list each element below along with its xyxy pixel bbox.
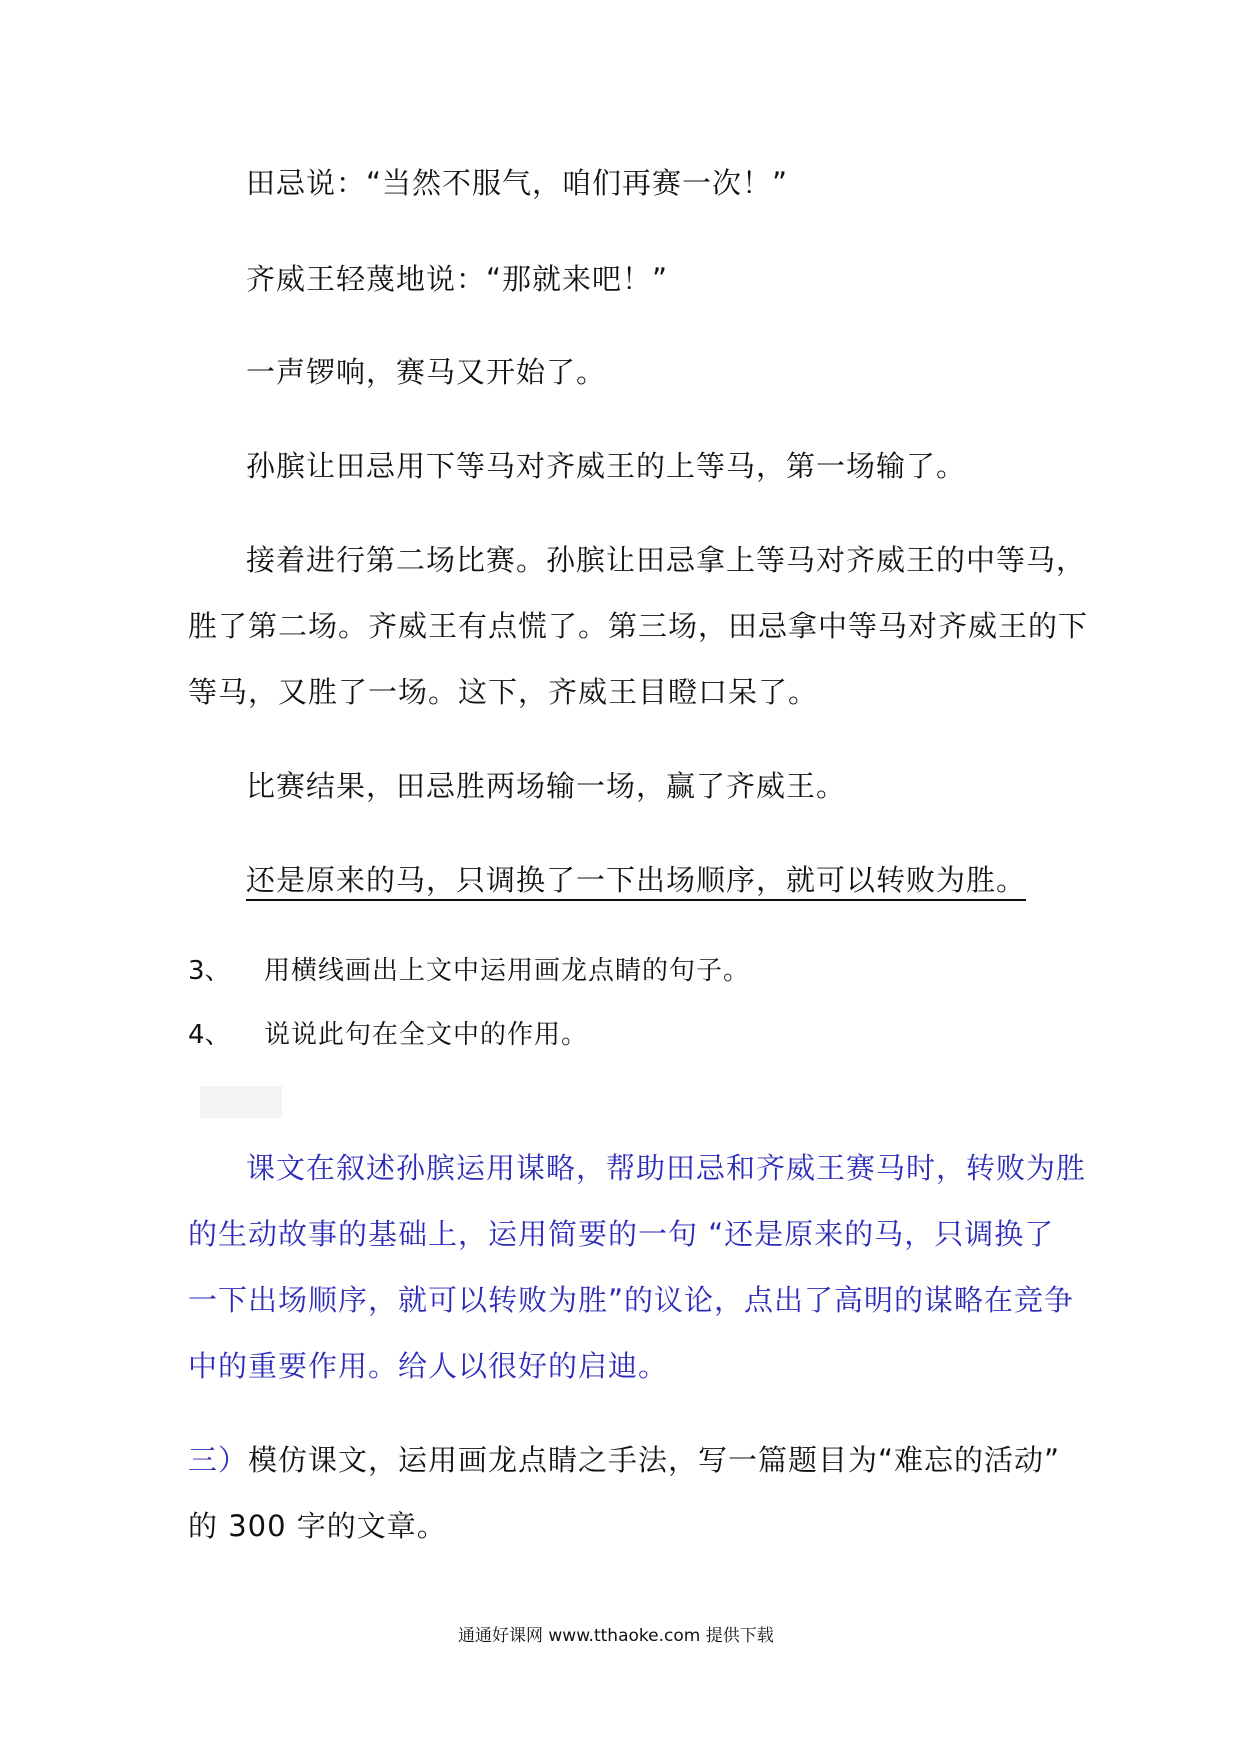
answer-line-2: 的生动故事的基础上，运用简要的一句 “还是原来的马，只调换了 <box>188 1217 1055 1251</box>
paragraph-king-says: 齐威王轻蔑地说：“那就来吧！” <box>246 262 669 296</box>
task-line-2: 的 300 字的文章。 <box>188 1509 447 1543</box>
key-sentence-text: 还是原来的马，只调换了一下出场顺序，就可以转败为胜。 <box>246 863 1026 901</box>
paragraph-gong: 一声锣响，赛马又开始了。 <box>246 355 607 389</box>
task-line-1 <box>188 1440 1060 1480</box>
page-footer: 通通好课网 www.tthaoke.com 提供下载 <box>458 1626 774 1646</box>
answer-line-3: 一下出场顺序，就可以转败为胜”的议论，点出了高明的谋略在竞争 <box>188 1283 1075 1317</box>
answer-line-4: 中的重要作用。给人以很好的启迪。 <box>188 1349 669 1383</box>
blank-answer-box <box>200 1086 282 1118</box>
question-3-number: 3、 <box>188 956 231 986</box>
paragraph-second-race-line-1: 接着进行第二场比赛。孙膑让田忌拿上等马对齐威王的中等马， <box>246 543 1087 577</box>
answer-line-1: 课文在叙述孙膑运用谋略，帮助田忌和齐威王赛马时，转败为胜 <box>246 1151 1087 1185</box>
underlined-key-sentence <box>246 860 1026 900</box>
paragraph-second-race-line-2: 胜了第二场。齐威王有点慌了。第三场，田忌拿中等马对齐威王的下 <box>188 609 1089 643</box>
paragraph-result: 比赛结果，田忌胜两场输一场，赢了齐威王。 <box>246 769 847 803</box>
paragraph-first-race: 孙膑让田忌用下等马对齐威王的上等马，第一场输了。 <box>246 449 967 483</box>
question-3-text: 用横线画出上文中运用画龙点睛的句子。 <box>264 956 751 986</box>
paragraph-second-race-line-3: 等马，又胜了一场。这下，齐威王目瞪口呆了。 <box>188 675 819 709</box>
task-text: 模仿课文，运用画龙点睛之手法，写一篇题目为“难忘的活动” <box>248 1443 1061 1477</box>
question-4-number: 4、 <box>188 1020 231 1050</box>
task-number: 三） <box>188 1443 249 1477</box>
question-4-text: 说说此句在全文中的作用。 <box>264 1020 589 1050</box>
paragraph-tianji-says: 田忌说：“当然不服气，咱们再赛一次！” <box>246 166 789 200</box>
